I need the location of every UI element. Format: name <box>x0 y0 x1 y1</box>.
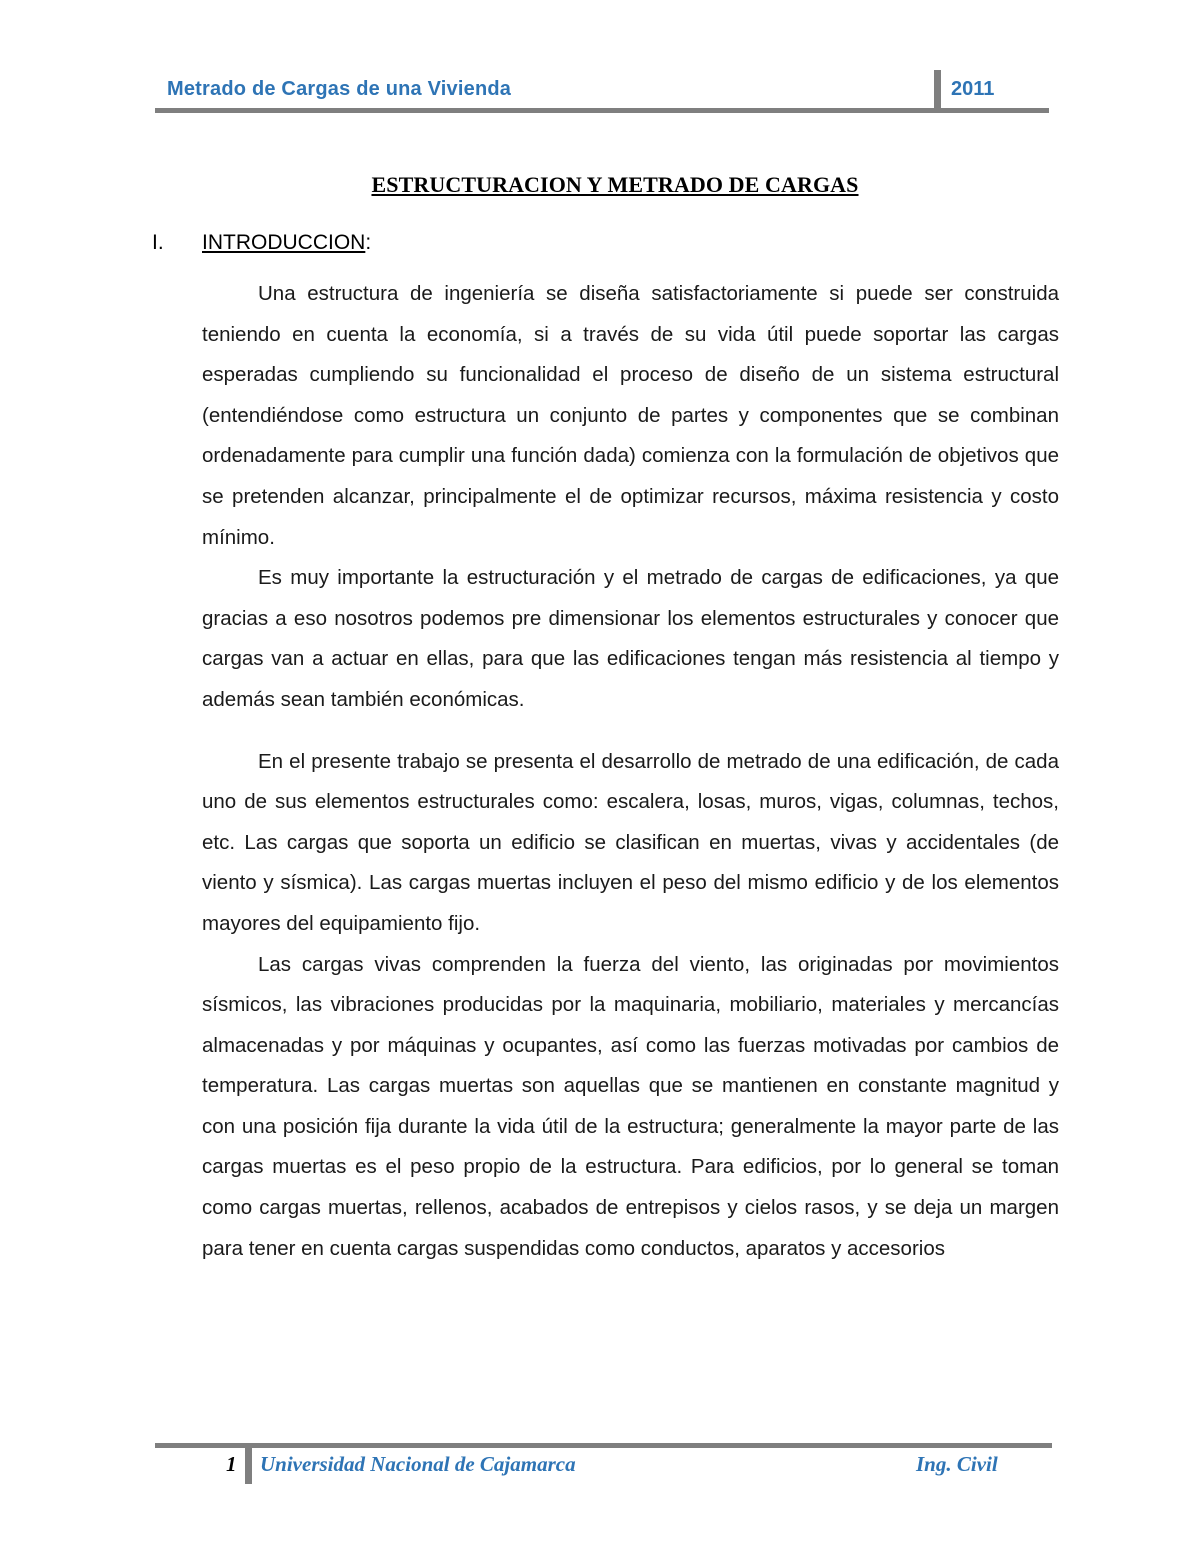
paragraph-2: Es muy importante la estructuración y el metrado de cargas de edificaciones, ya que gracias a eso nosotros podemos pre dimensionar los elementos estructurales y conocer que cargas van a actuar en ellas, para que las edificaciones tengan más resistencia al tiempo y además sean también económicas. <box>202 566 1059 711</box>
section-title: INTRODUCCION <box>202 231 366 254</box>
section-number: I. <box>152 231 164 254</box>
paragraph-4: Las cargas vivas comprenden la fuerza del viento, las originadas por movimientos sísmicos, las vibraciones producidas por la maquinaria, mobiliario, materiales y mercancías almacenadas y por máquinas y ocupantes, así como las fuerzas motivadas por cambios de temperatura. Las cargas muertas son aquellas que se mantienen en constante magnitud y con una posición fija durante la vida útil de la estructura; generalmente la mayor parte de las cargas muertas es el peso propio de la estructura. Para edificios, por lo general se toman como cargas muertas, rellenos, acabados de entrepisos y cielos rasos, y se deja un margen para tener en cuenta cargas suspendidas como conductos, aparatos y accesorios <box>202 952 1059 1260</box>
header-rule <box>155 108 1049 113</box>
header-title: Metrado de Cargas de una Vivienda <box>167 78 512 100</box>
footer-divider <box>245 1446 252 1484</box>
document-title: ESTRUCTURACION Y METRADO DE CARGAS <box>371 172 859 197</box>
header-divider <box>934 70 941 111</box>
footer-department: Ing. Civil <box>916 1452 998 1476</box>
header-year: 2011 <box>951 78 995 100</box>
footer-rule <box>155 1443 1052 1448</box>
section-heading <box>202 231 371 255</box>
section-title-suffix: : <box>365 231 372 254</box>
page-number: 1 <box>226 1452 237 1476</box>
paragraph-1: Una estructura de ingeniería se diseña satisfactoriamente si puede ser construida teniendo en cuenta la economía, si a través de su vida útil puede soportar las cargas esperadas cumpliendo su funcionalidad el proceso de diseño de un sistema estructural (entendiéndose como estructura un conjunto de partes y componentes que se combinan ordenadamente para cumplir una función dada) comienza con la formulación de objetivos que se pretenden alcanzar, principalmente el de optimizar recursos, máxima resistencia y costo mínimo. <box>202 282 1059 549</box>
footer-institution: Universidad Nacional de Cajamarca <box>260 1452 576 1476</box>
paragraph-3: En el presente trabajo se presenta el desarrollo de metrado de una edificación, de cada uno de sus elementos estructurales como: escalera, losas, muros, vigas, columnas, techos, etc. Las cargas que soporta un edificio se clasifican en muertas, vivas y accidentales (de viento y sísmica). Las cargas muertas incluyen el peso del mismo edificio y de los elementos mayores del equipamiento fijo. <box>202 749 1059 935</box>
body-block-1 <box>202 274 1059 1269</box>
